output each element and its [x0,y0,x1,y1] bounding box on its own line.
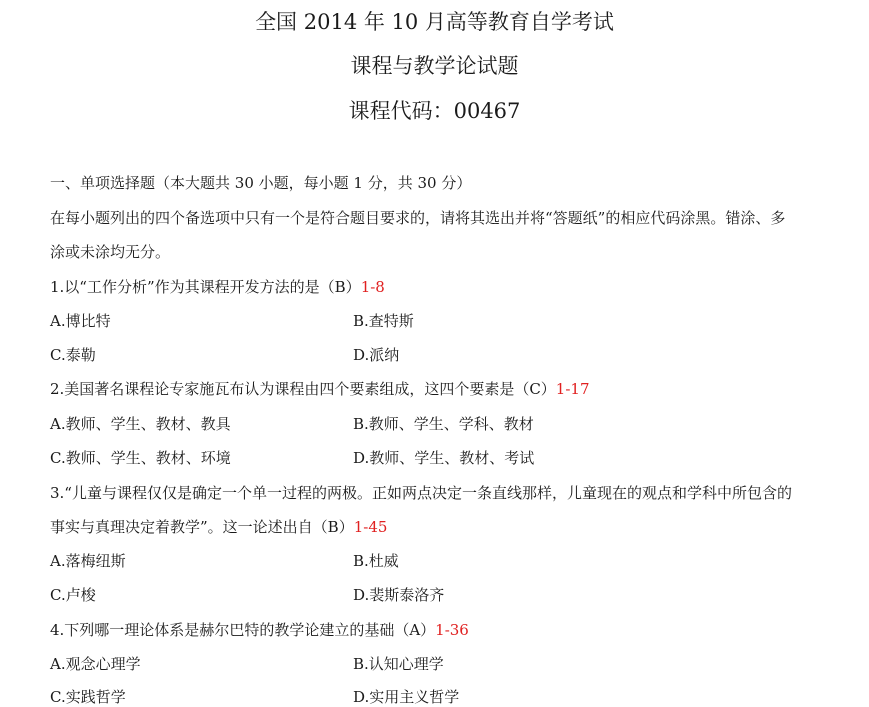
exam-subtitle: 课程与教学论试题 [350,54,519,78]
question-1-ref: 1-8 [360,278,385,296]
question-3-option-c: C.卢梭 [50,586,96,604]
section-heading: 一、单项选择题（本大题共 30 小题，每小题 1 分，共 30 分） [50,174,472,192]
question-1-stem [50,276,385,297]
question-4-text: 4.下列哪一理论体系是赫尔巴特的教学论建立的基础（A） [50,621,436,639]
question-4-ref: 1-36 [435,621,469,639]
instruction-line-1: 在每小题列出的四个备选项中只有一个是符合题目要求的，请将其选出并将“答题纸”的相应代码涂黑。错涂、多 [50,209,786,227]
question-2-stem [50,378,590,399]
question-2-option-a: A.教师、学生、教材、教具 [50,415,231,433]
exam-title: 全国 2014 年 10 月高等教育自学考试 [255,10,614,34]
question-2-text: 2.美国著名课程论专家施瓦布认为课程由四个要素组成，这四个要素是（C） [50,380,556,398]
question-3-stem-line-1: 3.“儿童与课程仅仅是确定一个单一过程的两极。正如两点决定一条直线那样，儿童现在的观点和学科中所包含的 [50,484,792,502]
question-2-option-b: B.教师、学生、学科、教材 [353,415,534,433]
question-1-option-c: C.泰勒 [50,346,96,364]
question-3-text: 事实与真理决定着教学”。这一论述出自（B） [50,518,354,536]
question-1-option-a: A.博比特 [50,312,111,330]
question-3-ref: 1-45 [353,518,388,536]
instruction-line-2: 涂或未涂均无分。 [50,243,171,261]
question-1-option-b: B.查特斯 [353,312,414,330]
question-4-option-d: D.实用主义哲学 [353,688,460,706]
course-code: 课程代码：00467 [348,99,521,123]
question-2-option-d: D.教师、学生、教材、考试 [353,449,535,467]
question-2-ref: 1-17 [555,380,590,398]
question-1-option-d: D.派纳 [353,346,400,364]
question-4-option-c: C.实践哲学 [50,688,126,706]
question-3-option-d: D.裴斯泰洛齐 [353,586,445,604]
question-4-option-a: A.观念心理学 [50,655,141,673]
question-3-option-a: A.落梅纽斯 [50,552,126,570]
question-4-option-b: B.认知心理学 [353,655,444,673]
question-3-stem [50,516,387,537]
question-2-option-c: C.教师、学生、教材、环境 [50,449,231,467]
question-4-stem [50,619,469,640]
question-3-option-b: B.杜威 [353,552,399,570]
question-1-text: 1.以“工作分析”作为其课程开发方法的是（B） [50,278,361,296]
